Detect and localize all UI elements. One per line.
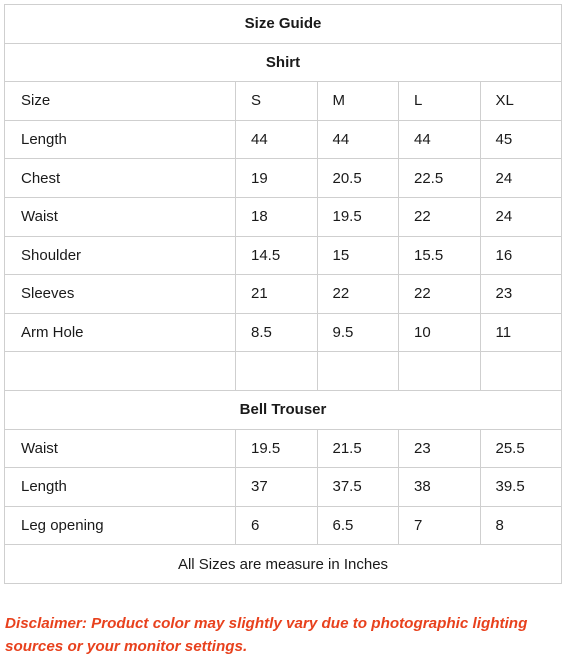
table-cell: 16 bbox=[480, 236, 562, 275]
table-cell: 6 bbox=[236, 506, 318, 545]
trouser-heading-row bbox=[5, 390, 562, 429]
table-row bbox=[5, 429, 562, 468]
table-row bbox=[5, 506, 562, 545]
table-cell: 19.5 bbox=[317, 197, 399, 236]
table-cell: 18 bbox=[236, 197, 318, 236]
empty-cell bbox=[480, 352, 562, 391]
table-cell: 11 bbox=[480, 313, 562, 352]
empty-cell bbox=[5, 352, 236, 391]
row-label: Leg opening bbox=[5, 506, 236, 545]
shirt-heading: Shirt bbox=[5, 43, 562, 82]
row-label: Waist bbox=[5, 429, 236, 468]
table-cell: 22.5 bbox=[399, 159, 481, 198]
header-cell-l: L bbox=[399, 82, 481, 121]
row-label: Shoulder bbox=[5, 236, 236, 275]
table-cell: 24 bbox=[480, 197, 562, 236]
table-row bbox=[5, 120, 562, 159]
measurement-note: All Sizes are measure in Inches bbox=[5, 545, 562, 584]
table-cell: 19.5 bbox=[236, 429, 318, 468]
table-cell: 10 bbox=[399, 313, 481, 352]
empty-cell bbox=[317, 352, 399, 391]
table-cell: 8.5 bbox=[236, 313, 318, 352]
disclaimer-text: Disclaimer: Product color may slightly vary due to photographic lighting sources or your monitor settings. bbox=[5, 615, 528, 655]
size-guide-title: Size Guide bbox=[5, 5, 562, 44]
table-row bbox=[5, 275, 562, 314]
table-cell: 9.5 bbox=[317, 313, 399, 352]
header-cell-s: S bbox=[236, 82, 318, 121]
table-cell: 14.5 bbox=[236, 236, 318, 275]
table-cell: 25.5 bbox=[480, 429, 562, 468]
table-cell: 19 bbox=[236, 159, 318, 198]
header-cell-m: M bbox=[317, 82, 399, 121]
table-cell: 6.5 bbox=[317, 506, 399, 545]
table-cell: 23 bbox=[480, 275, 562, 314]
table-cell: 38 bbox=[399, 468, 481, 507]
table-cell: 22 bbox=[399, 197, 481, 236]
table-cell: 37 bbox=[236, 468, 318, 507]
table-row bbox=[5, 313, 562, 352]
empty-row bbox=[5, 352, 562, 391]
table-cell: 37.5 bbox=[317, 468, 399, 507]
row-label: Length bbox=[5, 120, 236, 159]
table-cell: 15.5 bbox=[399, 236, 481, 275]
row-label: Waist bbox=[5, 197, 236, 236]
shirt-header-row bbox=[5, 82, 562, 121]
table-cell: 23 bbox=[399, 429, 481, 468]
bell-trouser-heading: Bell Trouser bbox=[5, 390, 562, 429]
row-label: Chest bbox=[5, 159, 236, 198]
header-cell-xl: XL bbox=[480, 82, 562, 121]
table-cell: 7 bbox=[399, 506, 481, 545]
table-cell: 44 bbox=[317, 120, 399, 159]
note-row bbox=[5, 545, 562, 584]
table-cell: 39.5 bbox=[480, 468, 562, 507]
empty-cell bbox=[236, 352, 318, 391]
table-row bbox=[5, 197, 562, 236]
shirt-heading-row bbox=[5, 43, 562, 82]
size-guide-table bbox=[4, 4, 562, 584]
table-row bbox=[5, 468, 562, 507]
table-cell: 24 bbox=[480, 159, 562, 198]
table-cell: 44 bbox=[236, 120, 318, 159]
row-label: Sleeves bbox=[5, 275, 236, 314]
table-cell: 22 bbox=[399, 275, 481, 314]
empty-cell bbox=[399, 352, 481, 391]
row-label: Length bbox=[5, 468, 236, 507]
table-cell: 21 bbox=[236, 275, 318, 314]
table-cell: 22 bbox=[317, 275, 399, 314]
table-cell: 21.5 bbox=[317, 429, 399, 468]
table-cell: 44 bbox=[399, 120, 481, 159]
table-cell: 20.5 bbox=[317, 159, 399, 198]
table-cell: 45 bbox=[480, 120, 562, 159]
table-cell: 15 bbox=[317, 236, 399, 275]
table-row bbox=[5, 159, 562, 198]
header-cell-size: Size bbox=[5, 82, 236, 121]
table-cell: 8 bbox=[480, 506, 562, 545]
row-label: Arm Hole bbox=[5, 313, 236, 352]
table-row bbox=[5, 236, 562, 275]
title-row bbox=[5, 5, 562, 44]
